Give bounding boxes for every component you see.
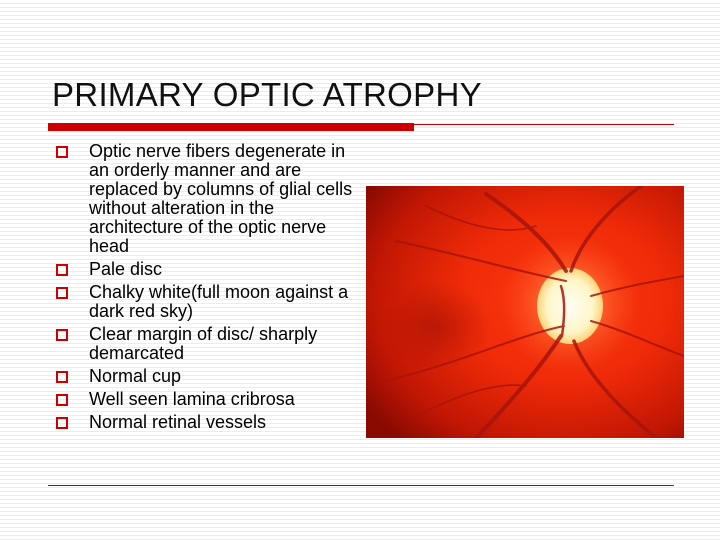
bullet-text: Clear margin of disc/ sharply demarcated xyxy=(89,324,318,363)
bullet-text: Normal cup xyxy=(89,366,182,386)
bullet-text: Normal retinal vessels xyxy=(89,412,267,432)
bullet-item xyxy=(56,142,356,256)
bottom-divider xyxy=(48,485,674,486)
bullet-text: Chalky white(full moon against a dark red sky) xyxy=(89,282,349,321)
square-bullet-icon xyxy=(56,394,68,406)
bullet-item xyxy=(56,390,356,409)
slide-title: PRIMARY OPTIC ATROPHY xyxy=(52,76,482,113)
square-bullet-icon xyxy=(56,264,68,276)
bullet-item xyxy=(56,260,356,279)
square-bullet-icon xyxy=(56,329,68,341)
square-bullet-icon xyxy=(56,417,68,429)
bullet-item xyxy=(56,325,356,363)
bullet-item xyxy=(56,367,356,386)
square-bullet-icon xyxy=(56,146,68,158)
bullet-text: Well seen lamina cribrosa xyxy=(89,389,295,409)
title-underline-thin xyxy=(414,124,674,125)
bullet-list xyxy=(56,142,356,436)
bullet-item xyxy=(56,413,356,432)
bullet-text: Optic nerve fibers degenerate in an orderly manner and are replaced by columns of glial cells without alteration in the architecture of the optic nerve head xyxy=(89,141,353,256)
title-underline-thick xyxy=(48,123,414,131)
square-bullet-icon xyxy=(56,371,68,383)
bullet-text: Pale disc xyxy=(89,259,163,279)
bullet-item xyxy=(56,283,356,321)
square-bullet-icon xyxy=(56,287,68,299)
fundus-photo-icon xyxy=(366,186,684,438)
